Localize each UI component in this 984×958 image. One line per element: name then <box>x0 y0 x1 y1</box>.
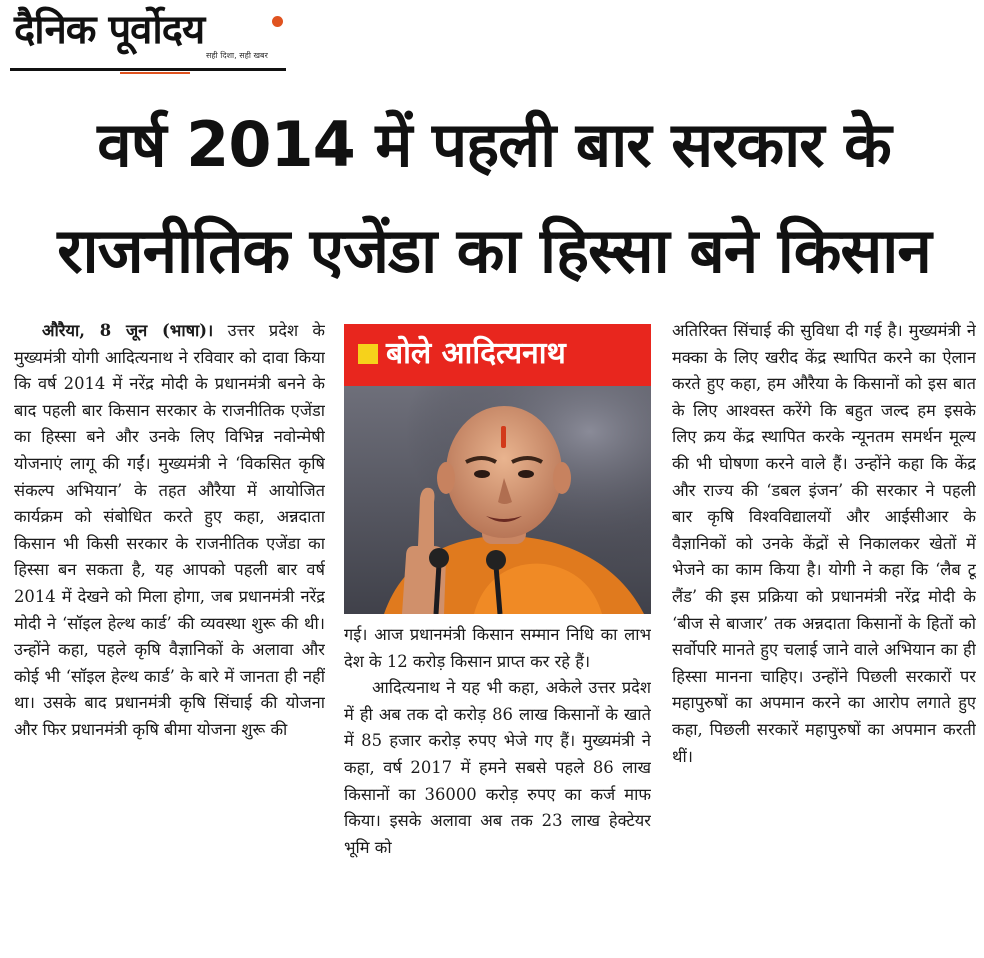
masthead <box>10 4 288 76</box>
speaker-photo <box>344 386 651 614</box>
column-1-text: उत्तर प्रदेश के मुख्यमंत्री योगी आदित्यनाथ ने रविवार को दावा किया कि वर्ष 2014 में नरेंद्र मोदी के प्रधानमंत्री बनने के बाद पहली बार किसान सरकार के राजनीतिक एजेंडा का हिस्सा बने और उनके लिए विभिन्न नवोन्मेषी योजनाएं लागू की गईं। मुख्यमंत्री ने ‘विकसित कृषि संकल्प अभियान’ के तहत औरैया में आयोजित कार्यक्रम को संबोधित करते हुए कहा, अन्नदाता किसान भी किसी सरकार के राजनीतिक एजेंडा का हिस्सा बन सकता है, यह आपको पहली बार वर्ष 2014 में देखने को मिला होगा, जब प्रधानमंत्री नरेंद्र मोदी ने ‘सॉइल हेल्थ कार्ड’ की व्यवस्था शुरू की थी। उन्होंने कहा, पहले कृषि वैज्ञानिकों के अलावा और कोई भी ‘सॉइल हेल्थ कार्ड’ के बारे में जानता ही नहीं था। उसके बाद प्रधानमंत्री कृषि सिंचाई की योजना और फिर प्रधानमंत्री कृषि बीमा योजना शुरू की <box>14 321 325 739</box>
article-column-3 <box>672 318 976 958</box>
masthead-tagline: सही दिशा, सही खबर <box>206 51 268 60</box>
column-2-paragraph-1: गई। आज प्रधानमंत्री किसान सम्मान निधि का लाभ देश के 12 करोड़ किसान प्राप्त कर रहे हैं। <box>344 625 651 671</box>
headline-line-2: राजनीतिक एजेंडा का हिस्सा बने किसान <box>57 214 931 287</box>
article-column-2 <box>344 622 651 958</box>
column-3-text: अतिरिक्त सिंचाई की सुविधा दी गई है। मुख्यमंत्री ने मक्का के लिए खरीद केंद्र स्थापित करने का ऐलान करते हुए कहा, हम औरैया के किसानों को इस बात के लिए आश्वस्त करेंगे कि बहुत जल्द हम इसके लिए क्रय केंद्र स्थापित करके न्यूनतम समर्थन मूल्य की भी घोषणा करने वाले हैं। उन्होंने कहा कि केंद्र और राज्य की ‘डबल इंजन’ की सरकार ने पहली बार कृषि विश्वविद्यालयों और आईसीआर के वैज्ञानिकों को उनके केंद्रों से निकालकर खेतों में भेजने का काम किया है। योगी ने कहा कि ‘लैब टू लैंड’ की इस प्रक्रिया को प्रधानमंत्री नरेंद्र मोदी के ‘बीज से बाजार’ तक अन्नदाता किसानों के हितों को सर्वोपरि मानते हुए चलाई जाने वाले अभियान का ही हिस्सा मानना चाहिए। उन्होंने पिछली सरकारों पर महापुरुषों का अपमान करने का आरोप लगाते हुए कहा, पिछली सरकारें महापुरुषों का अपमान करती थीं। <box>672 321 976 766</box>
dateline: औरैया, 8 जून (भाषा)। <box>42 321 214 340</box>
article-paragraph <box>14 318 325 744</box>
article-column-1 <box>14 318 325 958</box>
photo-label-bar <box>344 324 651 386</box>
photo-label: बोले आदित्यनाथ <box>386 336 566 371</box>
masthead-rule <box>10 68 286 71</box>
headline-line-1: वर्ष 2014 में पहली बार सरकार के <box>97 108 891 181</box>
column-2-paragraph-2: आदित्यनाथ ने यह भी कहा, अकेले उत्तर प्रदेश में ही अब तक दो करोड़ 86 लाख किसानों के खाते में 85 हजार करोड़ रुपए भेजे गए हैं। मुख्यमंत्री ने कहा, वर्ष 2017 में हमने सबसे पहले 86 लाख किसानों का 36000 करोड़ रुपए का कर्ज माफ किया। इसके अलावा अब तक 23 लाख हेक्टेयर भूमि को <box>344 678 651 857</box>
masthead-dot-icon <box>272 16 283 27</box>
headline <box>14 92 974 304</box>
photo-box <box>344 324 651 614</box>
masthead-accent-rule <box>120 72 190 74</box>
speaker-illustration <box>344 386 651 614</box>
yellow-square-icon <box>358 344 378 364</box>
masthead-logo: दैनिक पूर्वोदय <box>14 7 205 53</box>
